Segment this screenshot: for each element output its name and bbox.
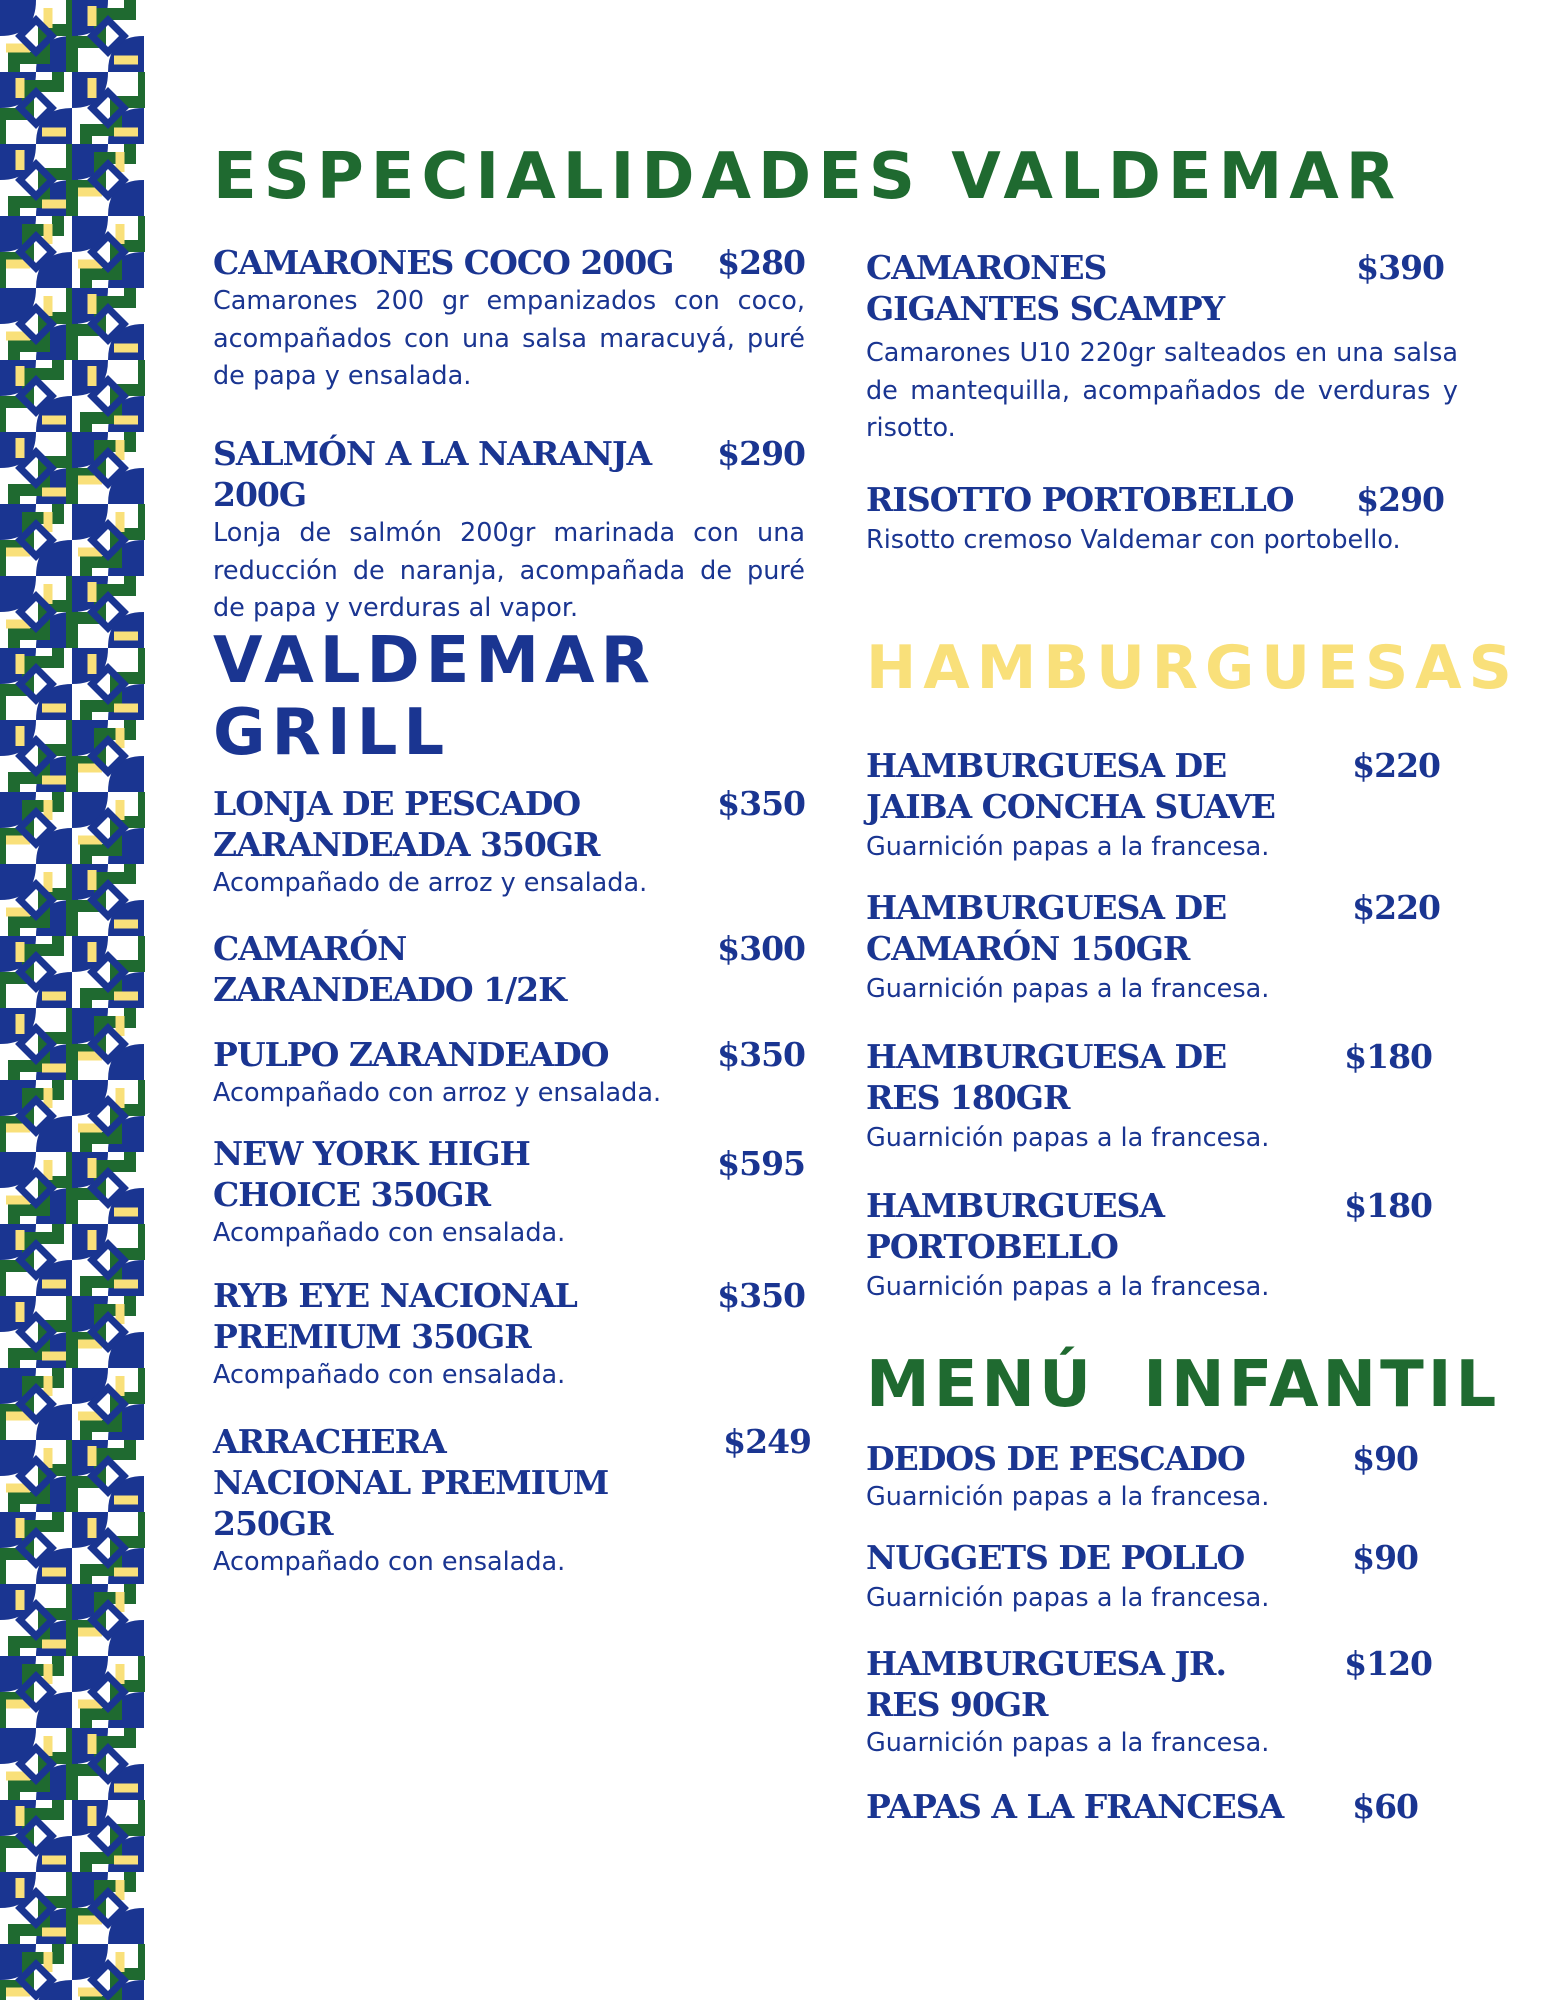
item-description: Acompañado con arroz y ensalada. <box>213 1078 662 1108</box>
grill-title <box>213 625 656 769</box>
item-name: PAPAS A LA FRANCESA <box>866 1787 1284 1826</box>
item-price: $300 <box>717 929 805 968</box>
item-description: Camarones U10 220gr salteados en una salsa de mantequilla, acompañados de verduras y risotto. <box>866 338 1458 443</box>
item-price: $60 <box>1352 1787 1418 1826</box>
grill-title-line1: VALDEMAR <box>213 624 656 698</box>
item-price: $350 <box>717 1035 805 1074</box>
menu-item-risotto-portobello <box>866 479 1458 560</box>
item-price: $220 <box>1352 888 1440 927</box>
item-price: $180 <box>1344 1186 1432 1225</box>
item-price: $390 <box>1356 248 1444 287</box>
item-description: Guarnición papas a la francesa. <box>866 1272 1270 1302</box>
menu-infantil-title: MENÚ INFANTIL <box>866 1348 1501 1422</box>
item-name: HAMBURGUESA JR. RES 90GR <box>866 1644 1226 1724</box>
menu-item-dedos-pescado <box>866 1438 1458 1517</box>
menu-item-arrachera <box>213 1421 811 1582</box>
menu-item-camaron-zarandeado <box>213 928 805 1010</box>
item-description: Guarnición papas a la francesa. <box>866 1123 1270 1153</box>
menu-item-lonja-pescado <box>213 783 805 903</box>
item-price: $280 <box>717 243 805 282</box>
hamburguesas-title: HAMBURGUESAS <box>866 633 1519 703</box>
item-name: LONJA DE PESCADO ZARANDEADA 350GR <box>213 784 600 864</box>
item-name: DEDOS DE PESCADO <box>866 1439 1245 1478</box>
item-description: Acompañado con ensalada. <box>213 1547 566 1577</box>
menu-item-ryb-eye <box>213 1275 805 1395</box>
menu-item-salmon-naranja <box>213 433 805 628</box>
item-name: HAMBURGUESA PORTOBELLO <box>866 1186 1164 1266</box>
item-description: Camarones 200 gr empanizados con coco, acompañados con una salsa maracuyá, puré de papa y ensalada. <box>213 286 805 391</box>
item-price: $120 <box>1344 1644 1432 1683</box>
item-price: $180 <box>1344 1037 1432 1076</box>
item-description: Acompañado de arroz y ensalada. <box>213 868 648 898</box>
decorative-mosaic-border <box>0 0 145 2000</box>
item-description: Acompañado con ensalada. <box>213 1218 566 1248</box>
grill-title-line2: GRILL <box>213 696 451 770</box>
item-description: Guarnición papas a la francesa. <box>866 1583 1270 1613</box>
item-price: $90 <box>1352 1439 1418 1478</box>
item-description: Risotto cremoso Valdemar con portobello. <box>866 525 1401 555</box>
menu-item-nuggets-pollo <box>866 1537 1458 1618</box>
item-name: HAMBURGUESA DE JAIBA CONCHA SUAVE <box>866 746 1275 826</box>
right-column <box>866 0 1519 2000</box>
item-price: $350 <box>717 1276 805 1315</box>
item-name: CAMARÓN ZARANDEADO 1/2K <box>213 929 566 1009</box>
menu-item-hamburguesa-jaiba <box>866 745 1458 867</box>
item-description: Guarnición papas a la francesa. <box>866 832 1270 862</box>
item-price: $90 <box>1352 1538 1418 1577</box>
item-name: CAMARONES GIGANTES SCAMPY <box>866 248 1225 328</box>
menu-item-new-york <box>213 1133 805 1253</box>
item-price: $350 <box>717 784 805 823</box>
item-price: $290 <box>1356 480 1444 519</box>
item-price: $249 <box>723 1422 811 1461</box>
menu-item-camarones-gigantes <box>866 247 1458 448</box>
item-name: HAMBURGUESA DE RES 180GR <box>866 1037 1227 1117</box>
item-name: SALMÓN A LA NARANJA 200G <box>213 434 652 514</box>
item-name: HAMBURGUESA DE CAMARÓN 150GR <box>866 888 1227 968</box>
item-name: CAMARONES COCO 200G <box>213 243 674 282</box>
item-description: Lonja de salmón 200gr marinada con una reducción de naranja, acompañada de puré de papa y verduras al vapor. <box>213 518 805 623</box>
item-description: Acompañado con ensalada. <box>213 1360 566 1390</box>
item-name: NEW YORK HIGH CHOICE 350GR <box>213 1134 530 1214</box>
item-price: $290 <box>717 434 805 473</box>
item-name: RYB EYE NACIONAL PREMIUM 350GR <box>213 1276 577 1356</box>
item-price: $595 <box>717 1144 805 1183</box>
menu-item-papas-francesa <box>866 1786 1458 1827</box>
item-description: Guarnición papas a la francesa. <box>866 1728 1270 1758</box>
menu-item-camarones-coco <box>213 242 805 396</box>
especialidades-title: ESPECIALIDADES VALDEMAR <box>213 140 1403 214</box>
item-description: Guarnición papas a la francesa. <box>866 974 1270 1004</box>
menu-item-hamburguesa-camaron <box>866 887 1458 1009</box>
item-name: NUGGETS DE POLLO <box>866 1538 1245 1577</box>
menu-item-hamburguesa-portobello <box>866 1185 1458 1307</box>
item-name: ARRACHERA NACIONAL PREMIUM 250GR <box>213 1422 609 1543</box>
item-name: PULPO ZARANDEADO <box>213 1035 609 1074</box>
menu-item-pulpo-zarandeado <box>213 1034 805 1113</box>
item-name: RISOTTO PORTOBELLO <box>866 480 1294 519</box>
item-description: Guarnición papas a la francesa. <box>866 1482 1270 1512</box>
menu-item-hamburguesa-jr <box>866 1643 1458 1763</box>
menu-item-hamburguesa-res <box>866 1036 1458 1158</box>
item-price: $220 <box>1352 746 1440 785</box>
